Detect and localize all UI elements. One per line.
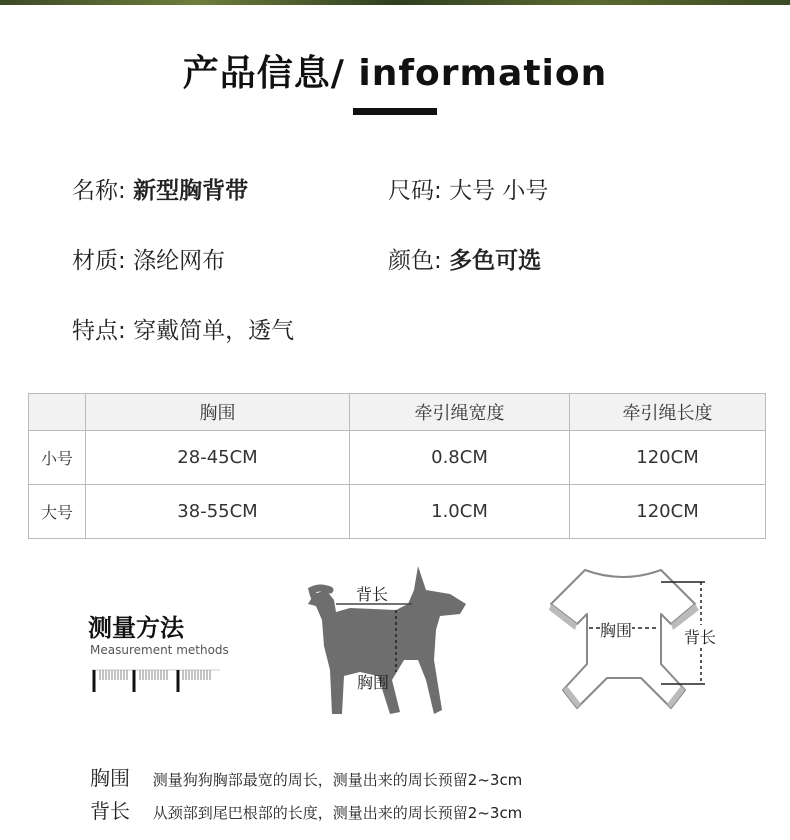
title-underline bbox=[353, 108, 437, 115]
legend-back-desc: 从颈部到尾巴根部的长度，测量出来的周长预留2~3cm bbox=[152, 804, 523, 822]
table-row bbox=[29, 431, 766, 485]
table-row-label: 大号 bbox=[29, 485, 86, 539]
info-name-label: 名称: bbox=[72, 178, 126, 204]
dog-back-label: 背长 bbox=[356, 585, 389, 604]
info-feature bbox=[72, 312, 294, 345]
shirt-back-label: 背长 bbox=[684, 625, 716, 648]
info-color-value: 多色可选 bbox=[449, 248, 542, 274]
legend-back bbox=[90, 795, 522, 824]
shirt-chest-label: 胸围 bbox=[600, 618, 632, 641]
info-material-value: 涤纶网布 bbox=[133, 248, 226, 274]
page-title: 产品信息/ information bbox=[182, 53, 608, 94]
table-cell-chest: 28-45CM bbox=[86, 431, 350, 485]
info-size-value: 大号 小号 bbox=[449, 178, 549, 204]
info-size bbox=[388, 172, 548, 205]
table-row bbox=[29, 485, 766, 539]
info-material-label: 材质: bbox=[72, 248, 126, 274]
table-cell-length: 120CM bbox=[570, 485, 766, 539]
info-size-label: 尺码: bbox=[388, 178, 442, 204]
table-header-corner bbox=[29, 394, 86, 431]
dog-chest-label: 胸围 bbox=[357, 673, 390, 692]
table-cell-width: 1.0CM bbox=[350, 485, 570, 539]
info-color bbox=[388, 242, 541, 275]
measure-title: 测量方法 bbox=[88, 614, 184, 642]
info-feature-value: 穿戴简单，透气 bbox=[133, 318, 295, 344]
legend-chest-key: 胸围 bbox=[90, 766, 130, 790]
table-header-row bbox=[29, 394, 766, 431]
info-color-label: 颜色: bbox=[388, 248, 442, 274]
info-name bbox=[72, 172, 248, 205]
top-grass-strip bbox=[0, 0, 790, 5]
legend-chest-desc: 测量狗狗胸部最宽的周长，测量出来的周长预留2~3cm bbox=[152, 771, 523, 789]
table-header-length: 牵引绳长度 bbox=[570, 394, 766, 431]
info-name-value: 新型胸背带 bbox=[133, 178, 249, 204]
legend-chest bbox=[90, 762, 522, 791]
info-feature-label: 特点: bbox=[72, 318, 126, 344]
table-cell-width: 0.8CM bbox=[350, 431, 570, 485]
table-row-label: 小号 bbox=[29, 431, 86, 485]
table-cell-length: 120CM bbox=[570, 431, 766, 485]
measure-subtitle: Measurement methods bbox=[90, 643, 229, 657]
table-header-width: 牵引绳宽度 bbox=[350, 394, 570, 431]
ruler-icon bbox=[92, 666, 220, 694]
table-header-chest: 胸围 bbox=[86, 394, 350, 431]
legend-back-key: 背长 bbox=[90, 799, 130, 823]
info-material bbox=[72, 242, 225, 275]
size-table bbox=[28, 393, 766, 539]
table-cell-chest: 38-55CM bbox=[86, 485, 350, 539]
